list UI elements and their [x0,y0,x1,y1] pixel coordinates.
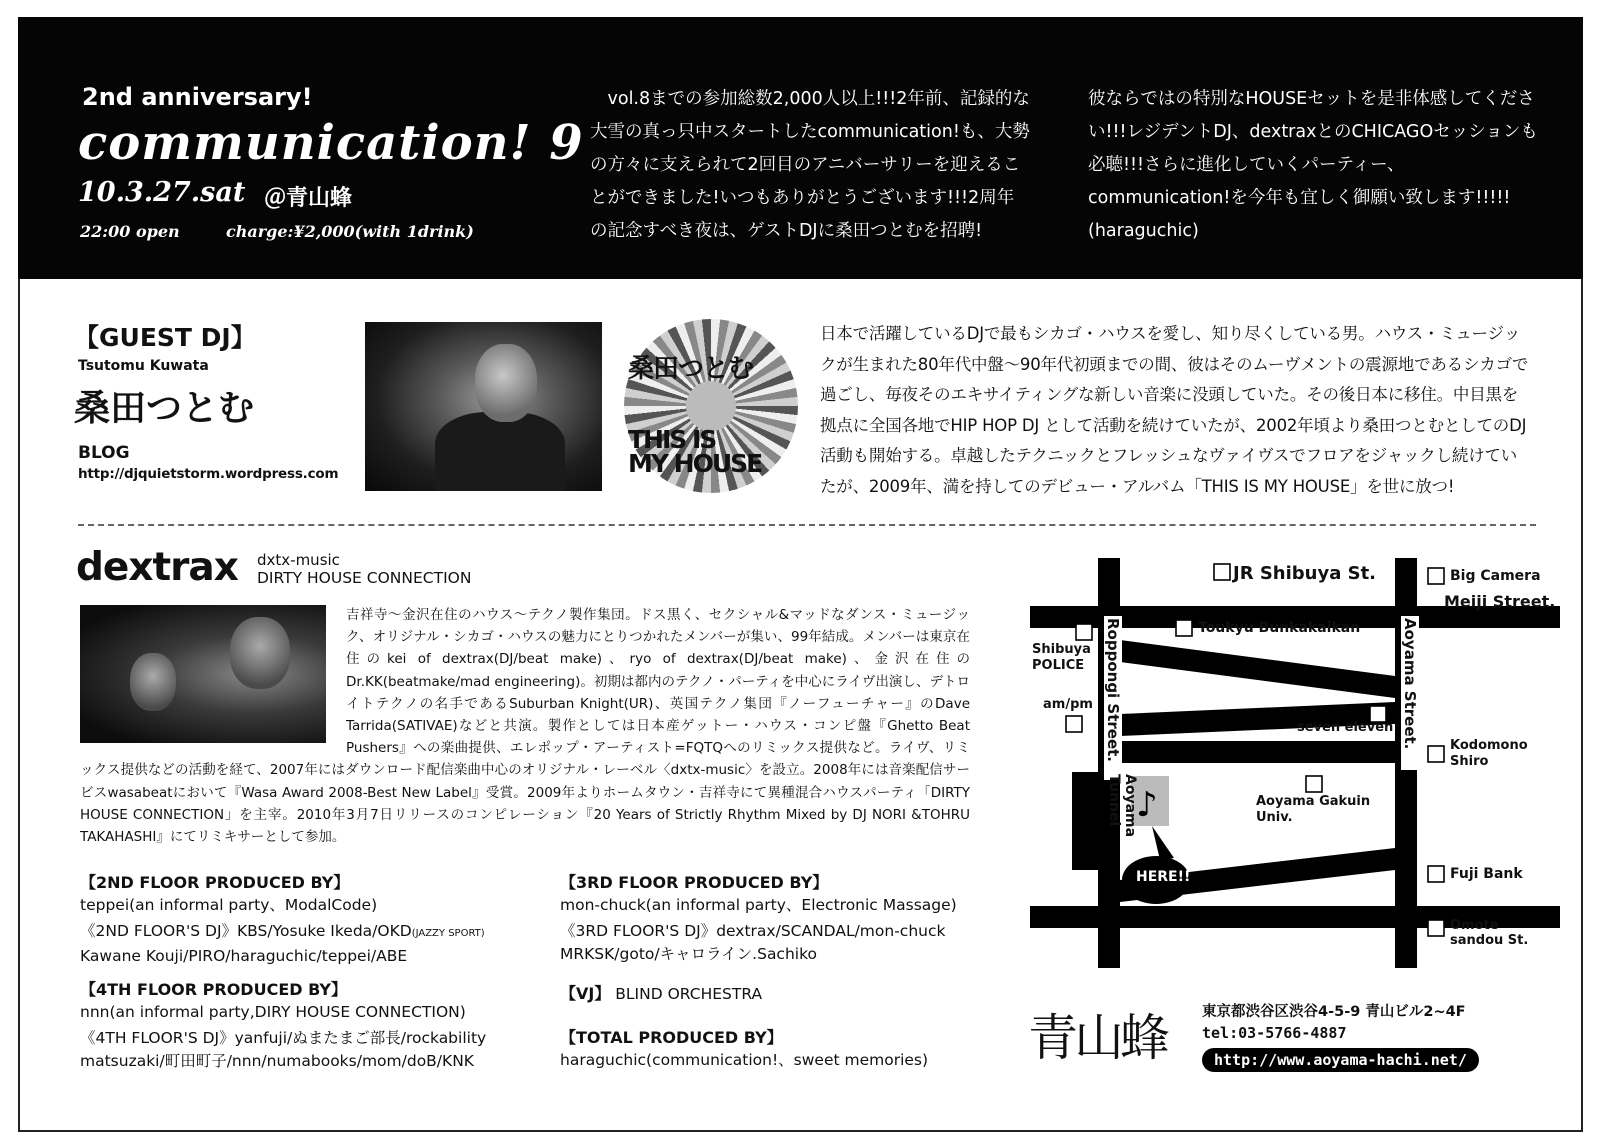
tunnel-label-1: Aoyama [1122,774,1138,838]
dextrax-logo: dextrax [76,545,238,590]
floor-2-djs-note: (JAZZY SPORT) [411,928,485,939]
kodomono-marker [1428,746,1444,762]
meiji-street-label: Meiji Street. [1444,592,1556,611]
guest-dj-photo [365,322,602,491]
ampm-label: am/pm [1043,697,1093,712]
tunnel-label [1106,774,1138,837]
album-title [628,425,762,478]
roppongi-street-label: Roppongi Street. [1104,616,1122,780]
police-label [1032,642,1091,674]
kodomono-label [1450,738,1528,770]
gakuin-marker [1306,776,1322,792]
section-divider [78,524,1536,526]
fuji-bank-label: Fuji Bank [1450,866,1523,882]
album-artist: 桑田つとむ [628,354,754,384]
ampm-marker [1066,716,1082,732]
floor-3-djs: 《3RD FLOOR'S DJ》dextrax/SCANDAL/mon-chuck [560,922,946,940]
gakuin-label-1: Aoyama Gakuin [1256,794,1371,809]
gakuin-label-2: Univ. [1256,810,1293,825]
event-title: communication! 9 [78,115,584,171]
dextrax-party: DIRTY HOUSE CONNECTION [257,569,472,587]
event-date: 10.3.27.sat [78,177,246,208]
floor-3-djs-cont: MRKSK/goto/キャロライン.Sachiko [560,945,817,963]
big-camera-label: Big Camera [1450,568,1541,584]
access-map [1024,558,1560,978]
dextrax-bio [80,604,970,848]
floor-4-djs: 《4TH FLOOR'S DJ》yanfuji/ぬまたまご部長/rockability [80,1029,487,1047]
floor-4-djs-cont: matsuzaki/町田町子/nnn/numabooks/mom/doB/KNK [80,1052,474,1070]
album-title-line-2: MY HOUSE [628,449,762,478]
fuji-marker [1428,866,1444,882]
seven-eleven-label: seven eleven [1297,720,1394,735]
gakuin-label [1256,794,1370,826]
here-bubble-pointer [1152,826,1174,860]
floor-3-block [560,871,957,966]
album-title-line-1: THIS IS [628,425,716,454]
floor-3-producer: mon-chuck(an informal party、Electronic Massage) [560,896,957,914]
omote-label-2: sandou St. [1450,933,1529,948]
guest-dj-label: 【GUEST DJ】 [74,323,256,352]
toukyu-marker [1176,620,1192,636]
header-band [18,17,1583,279]
kodomono-label-1: Kodomono [1450,738,1528,753]
floor-2-block [80,871,485,968]
total-heading: 【TOTAL PRODUCED BY】 [560,1028,783,1047]
toukyu-label: Toukyu Bunkakaikan [1198,620,1361,636]
anniversary-label: 2nd anniversary! [82,83,313,111]
event-venue: ＠青山蜂 [264,186,353,211]
kodomono-label-2: Shiro [1450,754,1489,769]
diagonal-road-1 [1120,640,1395,698]
floor-4-producer: nnn(an informal party,DIRY HOUSE CONNECTION) [80,1003,466,1021]
blog-label: BLOG [78,443,130,463]
omote-label-1: Omote [1450,918,1499,933]
intro-text-2: 彼ならではの特別なHOUSEセットを是非体感してください!!!レジデントDJ、dextraxとのCHICAGOセッションも必聴!!!さらに進化していくパーティー、communication!を今年も宜しく御願い致します!!!!! (haraguchic) [1088,89,1538,241]
floor-4-block [80,978,486,1073]
floor-2-heading: 【2ND FLOOR PRODUCED BY】 [80,873,350,892]
floor-2-producer: teppei(an informal party、ModalCode) [80,896,378,914]
police-marker [1076,624,1092,640]
police-label-1: Shibuya [1032,642,1091,657]
floor-2-djs-cont: Kawane Kouji/PIRO/haraguchic/teppei/ABE [80,947,408,965]
police-label-2: POLICE [1032,658,1085,673]
guest-dj-roman-name: Tsutomu Kuwata [78,358,209,374]
aoyama-street-label: Aoyama Street. [1401,616,1419,770]
jr-shibuya-text: JR Shibuya St. [1233,563,1377,584]
venue-address: 東京都渋谷区渋谷4-5-9 青山ビル2~4F [1202,1004,1466,1020]
intro-text-1: vol.8までの参加総数2,000人以上!!!2年前、記録的な大雪の真っ只中スタートしたcommunication!も、大勢の方々に支えられて2回目のアニバーサリーを迎えることができました!いつもありがとうございます!!!2周年の記念すべき夜は、ゲストDJに桑田つとむを招聘! [590,89,1030,241]
music-note-icon: ♪ [1136,785,1158,825]
venue-logo: 青山蜂 [1028,1009,1166,1067]
dextrax-bio-text: 吉祥寺〜金沢在住のハウス〜テクノ製作集団。ドス黒く、セクシャル&マッドなダンス・ミュージック、オリジナル・シカゴ・ハウスの魅力にとりつかれたメンバーが集い、99年結成。メンバーは東京在住のkei of dextrax(DJ/beat make)、ryo of dextrax(DJ/beat make)、金沢在住のDr.KK(beatmake/mad engineering)。初期は都内のテクノ・パーティを中心にライヴ出演し、デトロイトテクノの名手であるSuburban Knight(UR)、英国テクノ集団『ノーフューチャー』のDave Tarrida(SATIVAE)などと共演。製作としては日本産ゲットー・ハウス・コンピ盤『Ghetto Beat Pushers』への楽曲提供、エレポップ・アーティスト=FQTQへのリミックス提供など。ライヴ、リミックス提供などの活動を経て、2007年にはダウンロード配信楽曲中心のオリジナル・レーベル〈dxtx-music〉を設立。2008年には音楽配信サービスwasabeatにおいて『Wasa Award 2008-Best New Label』受賞。2009年よりホームタウン・吉祥寺にて異種混合ハウスパーティ「DIRTY HOUSE CONNECTION」を主宰。2010年3月7日リリースのコンピレーション『20 Years of Strictly Rhythm Mixed by DJ NORI &TOHRU TAKAHASHI』にてリミキサーとして参加。 [80,607,970,846]
event-open-time: 22:00 open [80,222,180,241]
floor-4-heading: 【4TH FLOOR PRODUCED BY】 [80,980,348,999]
venue-tel: tel:03-5766-4887 [1202,1024,1347,1042]
guest-dj-bio: 日本で活躍しているDJで最もシカゴ・ハウスを愛し、知り尽くしている男。ハウス・ミュージックが生まれた80年代中盤〜90年代初頭までの間、彼はそのムーヴメントの震源地であるシカゴで過ごし、毎夜そのエキサイティングな新しい音楽に没頭していた。その後日本に移住。中目黒を拠点に全国各地でHIP HOP DJ として活動を続けていたが、2002年頃より桑田つとむとしてのDJ活動も開始する。卓越したテクニックとフレッシュなヴァイヴスでフロアをジャックし続けていたが、2009年、満を持してのデビュー・アルバム「THIS IS MY HOUSE」を世に放つ! [820,324,1529,496]
floor-3-heading: 【3RD FLOOR PRODUCED BY】 [560,873,829,892]
dextrax-label: dxtx-music [257,551,340,569]
big-camera-marker [1428,568,1444,584]
tunnel-label-2: Tunnel [1106,774,1122,827]
omote-label [1450,918,1528,948]
vj-line [560,982,762,1006]
jr-shibuya-label [1211,563,1376,584]
cross-road [1120,741,1395,763]
vj-heading: 【VJ】 [560,984,611,1003]
guest-dj-name: 桑田つとむ [74,388,255,429]
event-charge: charge:¥2,000(with 1drink) [226,222,474,241]
venue-url[interactable]: http://www.aoyama-hachi.net/ [1202,1048,1479,1072]
floor-2-djs: 《2ND FLOOR'S DJ》KBS/Yosuke Ikeda/OKD [80,922,412,940]
vj-name: BLIND ORCHESTRA [615,985,763,1003]
aoyama-tunnel [1072,772,1102,870]
blog-link[interactable]: http://djquietstorm.wordpress.com [78,466,339,482]
total-producer: haraguchic(communication!、sweet memories) [560,1051,929,1069]
total-block [560,1026,928,1072]
omote-marker [1428,920,1444,936]
here-label: HERE!! [1136,869,1191,885]
